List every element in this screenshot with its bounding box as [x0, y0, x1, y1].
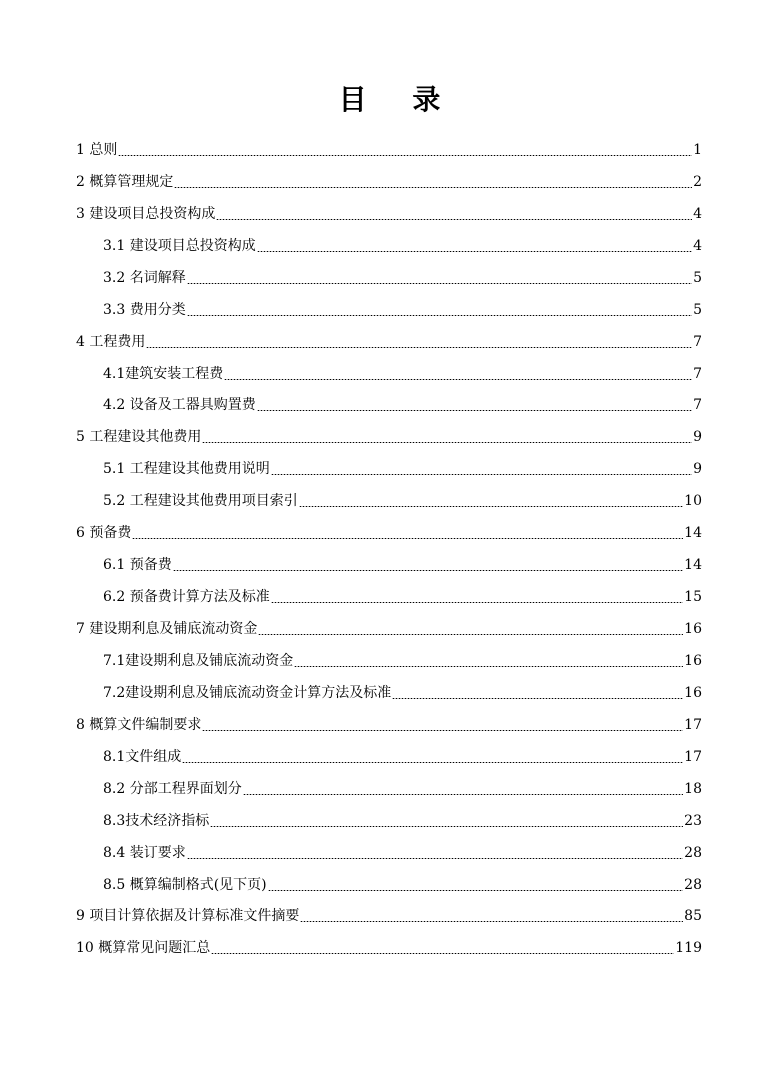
toc-dot-leader	[258, 634, 683, 635]
toc-entry-label: 8.3技术经济指标	[103, 812, 210, 829]
toc-entry-page-number: 17	[684, 748, 702, 765]
toc-entry-label: 3.3 费用分类	[103, 301, 186, 318]
toc-dot-leader	[187, 283, 692, 284]
toc-entry-label: 6.1 预备费	[103, 557, 172, 574]
toc-entry[interactable]	[76, 677, 702, 709]
toc-entry[interactable]	[76, 262, 702, 294]
toc-dot-leader	[271, 474, 692, 475]
toc-entry-page-number: 14	[684, 525, 702, 542]
toc-entry-page-number: 5	[693, 269, 702, 286]
toc-entry[interactable]	[76, 453, 702, 485]
toc-entry-page-number: 119	[675, 940, 702, 957]
toc-entry[interactable]	[76, 805, 702, 837]
toc-entry[interactable]	[76, 581, 702, 613]
toc-entry-label: 8 概算文件编制要求	[76, 716, 202, 733]
toc-dot-leader	[146, 347, 692, 348]
toc-entry-page-number: 16	[684, 652, 702, 669]
toc-entry-label: 3.2 名词解释	[103, 269, 186, 286]
toc-dot-leader	[187, 858, 683, 859]
toc-entry-label: 3.1 建设项目总投资构成	[103, 237, 256, 254]
toc-dot-leader	[299, 506, 683, 507]
toc-entry[interactable]	[76, 837, 702, 869]
toc-entry-label: 7.1建设期利息及铺底流动资金	[103, 652, 294, 669]
toc-dot-leader	[216, 219, 692, 220]
toc-entry-label: 10 概算常见问题汇总	[76, 940, 211, 957]
toc-dot-leader	[243, 794, 683, 795]
toc-entry-page-number: 1	[693, 141, 702, 158]
toc-entry[interactable]	[76, 773, 702, 805]
toc-dot-leader	[210, 826, 683, 827]
toc-entry[interactable]	[76, 901, 702, 933]
toc-entry[interactable]	[76, 549, 702, 581]
toc-dot-leader	[257, 410, 692, 411]
toc-entry-page-number: 23	[684, 812, 702, 829]
toc-entry-label: 8.4 装订要求	[103, 844, 186, 861]
toc-entry-page-number: 2	[693, 173, 702, 190]
toc-dot-leader	[224, 379, 692, 380]
toc-entry[interactable]	[76, 421, 702, 453]
table-of-contents	[76, 134, 702, 964]
toc-dot-leader	[173, 570, 683, 571]
toc-entry-label: 8.1文件组成	[103, 748, 182, 765]
toc-entry-page-number: 7	[693, 365, 702, 382]
toc-entry-page-number: 4	[693, 237, 702, 254]
toc-dot-leader	[294, 666, 683, 667]
toc-entry[interactable]	[76, 198, 702, 230]
toc-entry[interactable]	[76, 869, 702, 901]
toc-entry-page-number: 5	[693, 301, 702, 318]
toc-entry-page-number: 17	[684, 716, 702, 733]
toc-dot-leader	[257, 251, 692, 252]
toc-entry-label: 5.2 工程建设其他费用项目索引	[103, 493, 298, 510]
toc-entry-page-number: 7	[693, 333, 702, 350]
toc-entry[interactable]	[76, 294, 702, 326]
toc-entry-page-number: 16	[684, 621, 702, 638]
toc-dot-leader	[182, 762, 683, 763]
toc-dot-leader	[202, 442, 692, 443]
toc-entry-label: 4.1建筑安装工程费	[103, 365, 224, 382]
toc-entry-page-number: 18	[684, 780, 702, 797]
toc-entry-label: 6 预备费	[76, 525, 132, 542]
toc-entry-page-number: 9	[693, 461, 702, 478]
toc-entry-label: 4.2 设备及工器具购置费	[103, 397, 256, 414]
toc-entry-label: 7.2建设期利息及铺底流动资金计算方法及标准	[103, 684, 392, 701]
toc-entry[interactable]	[76, 645, 702, 677]
toc-dot-leader	[392, 698, 683, 699]
toc-entry[interactable]	[76, 517, 702, 549]
page-title: 目 录	[338, 83, 459, 116]
toc-entry-page-number: 7	[693, 397, 702, 414]
toc-dot-leader	[118, 155, 692, 156]
toc-entry-label: 8.5 概算编制格式(见下页)	[103, 876, 267, 893]
toc-entry[interactable]	[76, 134, 702, 166]
toc-entry-label: 7 建设期利息及铺底流动资金	[76, 621, 258, 638]
toc-entry-label: 2 概算管理规定	[76, 173, 174, 190]
toc-entry[interactable]	[76, 358, 702, 390]
toc-entry-label: 5 工程建设其他费用	[76, 429, 202, 446]
toc-entry[interactable]	[76, 613, 702, 645]
toc-entry[interactable]	[76, 166, 702, 198]
toc-entry-page-number: 28	[684, 876, 702, 893]
toc-entry-label: 6.2 预备费计算方法及标准	[103, 589, 270, 606]
toc-entry-page-number: 4	[693, 205, 702, 222]
toc-dot-leader	[268, 890, 684, 891]
toc-dot-leader	[271, 602, 683, 603]
toc-entry[interactable]	[76, 709, 702, 741]
toc-entry-page-number: 15	[684, 589, 702, 606]
toc-entry-label: 3 建设项目总投资构成	[76, 205, 216, 222]
toc-entry[interactable]	[76, 932, 702, 964]
toc-entry-page-number: 10	[684, 493, 702, 510]
toc-entry-page-number: 14	[684, 557, 702, 574]
toc-entry-page-number: 16	[684, 684, 702, 701]
toc-dot-leader	[202, 730, 683, 731]
toc-entry[interactable]	[76, 485, 702, 517]
toc-entry-page-number: 28	[684, 844, 702, 861]
toc-entry-label: 8.2 分部工程界面划分	[103, 780, 242, 797]
toc-entry-label: 4 工程费用	[76, 333, 146, 350]
toc-dot-leader	[300, 921, 683, 922]
toc-dot-leader	[174, 187, 692, 188]
toc-entry[interactable]	[76, 230, 702, 262]
toc-dot-leader	[132, 538, 683, 539]
toc-entry[interactable]	[76, 390, 702, 422]
toc-entry-page-number: 9	[693, 429, 702, 446]
toc-entry-page-number: 85	[684, 908, 702, 925]
toc-entry[interactable]	[76, 326, 702, 358]
toc-entry-label: 5.1 工程建设其他费用说明	[103, 461, 270, 478]
toc-dot-leader	[211, 953, 674, 954]
toc-entry-label: 9 项目计算依据及计算标准文件摘要	[76, 908, 300, 925]
toc-entry[interactable]	[76, 741, 702, 773]
toc-entry-label: 1 总则	[76, 141, 118, 158]
toc-dot-leader	[187, 315, 692, 316]
